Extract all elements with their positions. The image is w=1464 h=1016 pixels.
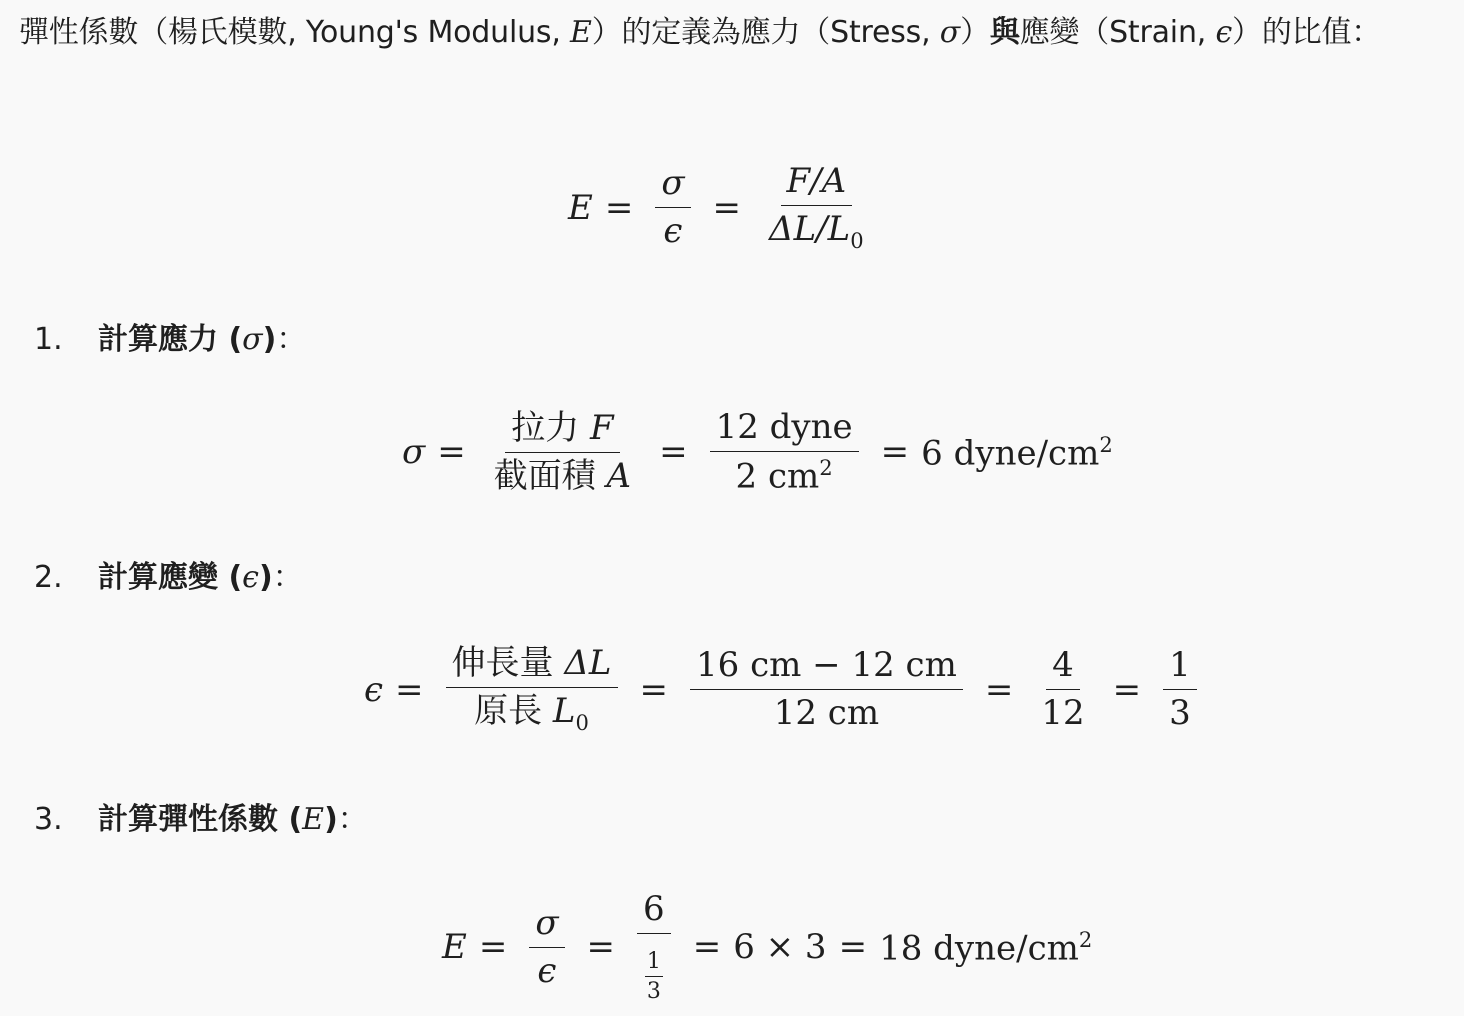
intro-paragraph bbox=[19, 8, 1449, 58]
denominator bbox=[639, 934, 669, 1005]
numerator: 4 bbox=[1046, 646, 1080, 690]
equals-sign: = bbox=[838, 927, 868, 968]
denominator-symbol: L bbox=[552, 691, 576, 732]
denominator: 12 bbox=[1041, 693, 1085, 734]
denominator: ϵ bbox=[537, 950, 557, 991]
denominator: 3 bbox=[1169, 693, 1191, 734]
fraction bbox=[655, 164, 690, 251]
subscript: 0 bbox=[575, 709, 589, 735]
step-heading bbox=[98, 800, 338, 840]
step-label-end: ) bbox=[258, 560, 273, 595]
step-symbol: σ bbox=[242, 322, 263, 357]
denominator: 12 cm bbox=[773, 693, 880, 734]
stress-equation bbox=[402, 408, 1113, 497]
result-main: 18 dyne/cm bbox=[879, 928, 1079, 968]
equals-sign: = bbox=[692, 927, 722, 968]
fraction bbox=[446, 644, 618, 735]
denominator bbox=[468, 688, 595, 735]
step-colon: ： bbox=[337, 802, 368, 837]
numerator: 16 cm − 12 cm bbox=[690, 646, 963, 690]
step-colon: ： bbox=[272, 560, 303, 595]
symbol-sigma: σ bbox=[939, 15, 961, 50]
step-label: 計算彈性係數 ( bbox=[98, 802, 303, 837]
intro-text: 應變（Strain, bbox=[1019, 15, 1216, 50]
result bbox=[879, 927, 1092, 968]
intro-text: 彈性係數（楊氏模數, Young's Modulus, bbox=[19, 15, 570, 50]
equals-sign: = bbox=[395, 669, 424, 710]
denominator-text: 原長 bbox=[474, 691, 553, 732]
nested-fraction bbox=[645, 949, 663, 1005]
step-colon: ： bbox=[276, 322, 307, 357]
intro-text: ）的比值： bbox=[1232, 15, 1382, 50]
definition-equation bbox=[568, 162, 880, 253]
eq-lhs: σ bbox=[402, 432, 426, 473]
equals-sign: = bbox=[639, 669, 668, 710]
eq-lhs: E bbox=[568, 187, 593, 228]
denominator bbox=[763, 206, 870, 253]
denominator-symbol: A bbox=[606, 455, 632, 496]
denominator: 3 bbox=[646, 979, 661, 1005]
equals-sign: = bbox=[659, 432, 688, 473]
fraction bbox=[763, 162, 870, 253]
step-item-1 bbox=[34, 320, 306, 360]
intro-text: ）的定義為應力（Stress, bbox=[591, 15, 940, 50]
intro-bold-text: 與 bbox=[989, 15, 1020, 50]
equals-sign: = bbox=[586, 927, 616, 968]
numerator-symbol: F bbox=[590, 407, 614, 448]
numerator-text: 伸長量 bbox=[451, 643, 565, 683]
step-label-end: ) bbox=[324, 802, 338, 837]
equals-sign: = bbox=[880, 432, 910, 473]
fraction bbox=[1163, 646, 1197, 733]
symbol-epsilon: ϵ bbox=[1215, 15, 1233, 50]
numerator bbox=[446, 644, 618, 688]
equals-sign: = bbox=[604, 187, 634, 228]
equals-sign: = bbox=[437, 432, 466, 473]
equals-sign: = bbox=[984, 669, 1014, 710]
denominator: ϵ bbox=[663, 211, 683, 252]
fraction bbox=[690, 646, 963, 733]
numerator: 1 bbox=[1163, 646, 1197, 690]
equals-sign: = bbox=[712, 187, 742, 228]
list-marker: 1. bbox=[34, 322, 63, 357]
symbol-E: E bbox=[570, 15, 592, 50]
eq-lhs: ϵ bbox=[364, 669, 384, 710]
fraction bbox=[529, 904, 564, 991]
fraction bbox=[1035, 646, 1090, 733]
step-symbol: ϵ bbox=[242, 560, 259, 595]
strain-equation bbox=[364, 644, 1207, 735]
numerator-symbol: ΔL bbox=[564, 643, 612, 683]
step-item-2 bbox=[34, 558, 303, 598]
intro-text: ） bbox=[960, 15, 990, 50]
denominator-text: 截面積 bbox=[493, 455, 607, 496]
step-heading bbox=[98, 558, 273, 598]
superscript: 2 bbox=[819, 455, 833, 481]
result bbox=[921, 432, 1113, 473]
subscript: 0 bbox=[850, 227, 864, 253]
numerator: 1 bbox=[645, 949, 663, 977]
denominator-main: 2 cm bbox=[735, 456, 820, 497]
step-label-end: ) bbox=[262, 322, 277, 357]
denominator-main: ΔL/L bbox=[769, 209, 851, 250]
step-item-3 bbox=[34, 800, 368, 840]
intermediate-product: 6 × 3 bbox=[733, 927, 827, 968]
superscript: 2 bbox=[1099, 431, 1113, 457]
equals-sign: = bbox=[1112, 669, 1142, 710]
list-marker: 3. bbox=[34, 802, 63, 837]
numerator-text: 拉力 bbox=[511, 407, 591, 448]
list-marker: 2. bbox=[34, 560, 63, 595]
denominator bbox=[488, 453, 637, 496]
numerator: F/A bbox=[781, 162, 853, 206]
step-label: 計算應力 ( bbox=[98, 322, 243, 357]
denominator bbox=[730, 452, 839, 496]
fraction bbox=[710, 408, 859, 497]
numerator bbox=[505, 409, 619, 453]
numerator: σ bbox=[529, 904, 564, 948]
fraction bbox=[488, 409, 637, 496]
result-main: 6 dyne/cm bbox=[921, 432, 1100, 473]
numerator: σ bbox=[655, 164, 690, 208]
step-heading bbox=[98, 320, 276, 360]
superscript: 2 bbox=[1078, 926, 1093, 952]
youngs-modulus-equation bbox=[442, 890, 1092, 1005]
numerator: 12 dyne bbox=[710, 408, 859, 452]
step-symbol: E bbox=[302, 802, 325, 837]
equals-sign: = bbox=[478, 927, 508, 968]
eq-lhs: E bbox=[442, 927, 467, 968]
fraction bbox=[637, 890, 671, 1005]
numerator: 6 bbox=[637, 890, 671, 934]
step-label: 計算應變 ( bbox=[98, 560, 243, 595]
